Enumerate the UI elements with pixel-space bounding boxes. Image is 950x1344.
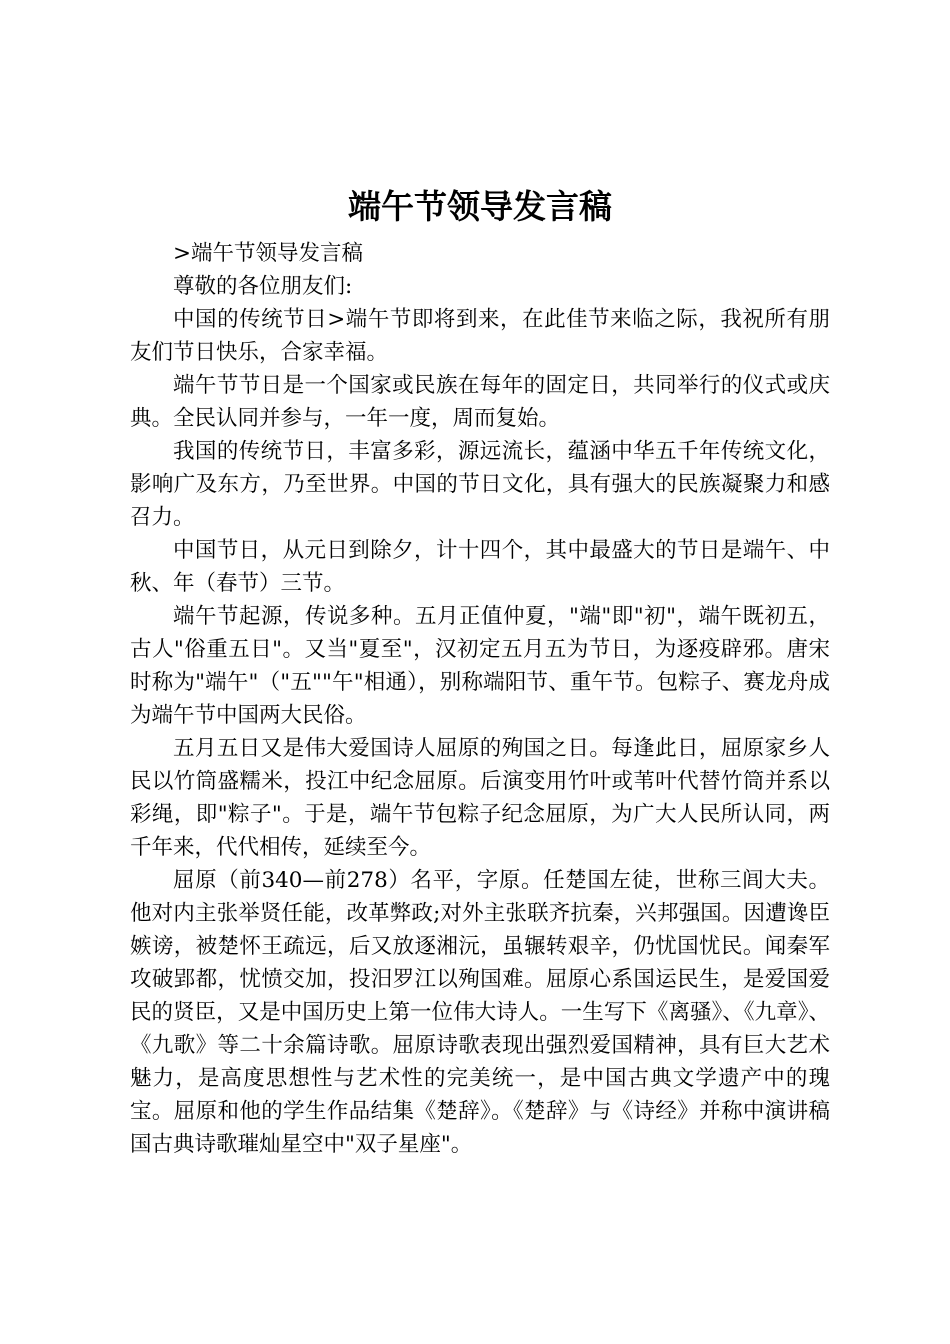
paragraph: 我国的传统节日，丰富多彩，源远流长，蕴涵中华五千年传统文化，影响广及东方，乃至世界。中国的节日文化，具有强大的民族凝聚力和感召力。 [130,439,830,530]
paragraph: 端午节起源，传说多种。五月正值仲夏，"端"即"初"，端午既初五，古人"俗重五日"。又当"夏至"，汉初定五月五为节日，为逐疫辟邪。唐宋时称为"端午"（"五""午"相通），别称端阳节、重午节。包粽子、赛龙舟成为端午节中国两大民俗。 [130,604,830,728]
document-body [130,237,830,1161]
paragraph-subtitle: >端午节领导发言稿 [173,241,364,266]
document-title: 端午节领导发言稿 [348,187,612,226]
paragraph: 端午节节日是一个国家或民族在每年的固定日，共同举行的仪式或庆典。全民认同并参与，一年一度，周而复始。 [130,373,830,431]
paragraph: 屈原（前340—前278）名平，字原。任楚国左徒，世称三闾大夫。他对内主张举贤任能，改革弊政;对外主张联齐抗秦，兴邦强国。因遭谗臣嫉谤，被楚怀王疏远，后又放逐湘沅，虽辗转艰辛，仍忧国忧民。闻秦军攻破郢都，忧愤交加，投汨罗江以殉国难。屈原心系国运民生，是爱国爱民的贤臣，又是中国历史上第一位伟大诗人。一生写下《离骚》、《九章》、《九歌》等二十余篇诗歌。屈原诗歌表现出强烈爱国精神，具有巨大艺术魅力，是高度思想性与艺术性的完美统一，是中国古典文学遗产中的瑰宝。屈原和他的学生作品结集《楚辞》。《楚辞》与《诗经》并称中演讲稿国古典诗歌璀灿星空中"双子星座"。 [130,868,830,1157]
paragraph: 中国节日，从元日到除夕，计十四个，其中最盛大的节日是端午、中秋、年（春节）三节。 [130,538,830,596]
paragraph: 中国的传统节日>端午节即将到来，在此佳节来临之际，我祝所有朋友们节日快乐，合家幸福。 [130,307,830,365]
paragraph: 五月五日又是伟大爱国诗人屈原的殉国之日。每逢此日，屈原家乡人民以竹筒盛糯米，投江中纪念屈原。后演变用竹叶或苇叶代替竹筒并系以彩绳，即"粽子"。于是，端午节包粽子纪念屈原，为广大人民所认同，两千年来，代代相传，延续至今。 [130,736,830,860]
paragraph-salutation: 尊敬的各位朋友们: [173,274,353,299]
